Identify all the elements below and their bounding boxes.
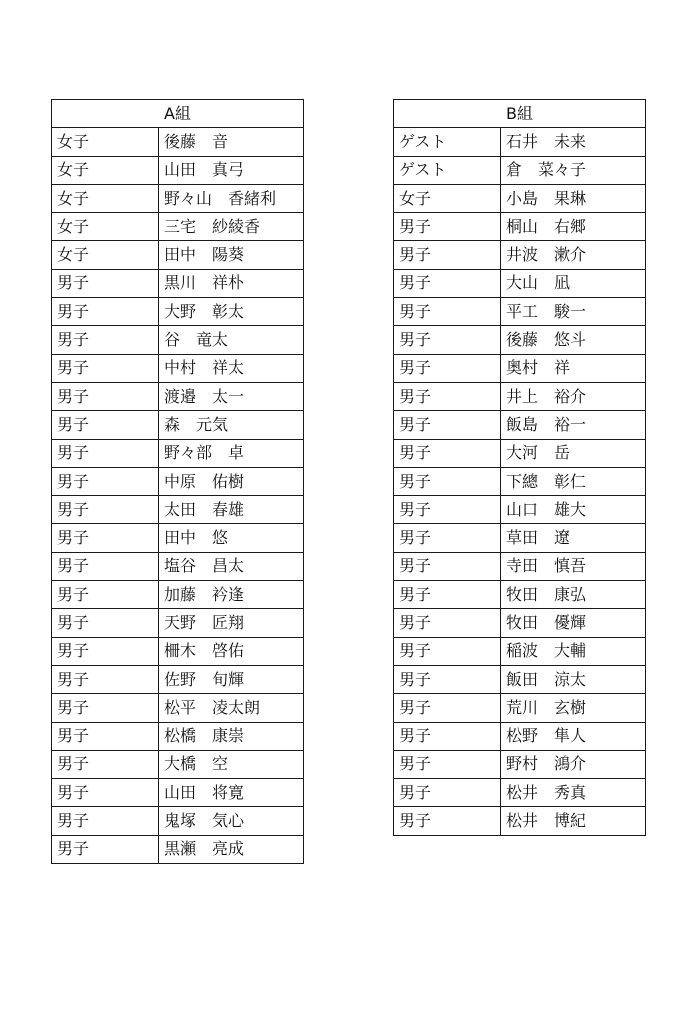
table-row: [52, 524, 304, 552]
name-cell: 井上 裕介: [501, 382, 646, 410]
name-cell: 野々山 香緒利: [159, 184, 304, 212]
name-cell: 松井 秀真: [501, 779, 646, 807]
category-cell: 男子: [394, 581, 501, 609]
group-a-table: [51, 99, 304, 864]
name-cell: 平工 駿一: [501, 298, 646, 326]
table-row: [394, 439, 646, 467]
table-row: [52, 382, 304, 410]
table-row: [52, 241, 304, 269]
name-cell: 松橋 康崇: [159, 722, 304, 750]
category-cell: 男子: [52, 750, 159, 778]
category-cell: ゲスト: [394, 156, 501, 184]
category-cell: 男子: [52, 382, 159, 410]
name-cell: 飯島 裕一: [501, 411, 646, 439]
category-cell: 男子: [52, 807, 159, 835]
name-cell: 桐山 右郷: [501, 213, 646, 241]
category-cell: 男子: [394, 779, 501, 807]
category-cell: 男子: [394, 496, 501, 524]
table-row: [394, 382, 646, 410]
category-cell: 男子: [52, 637, 159, 665]
table-row: [394, 411, 646, 439]
name-cell: 谷 竜太: [159, 326, 304, 354]
name-cell: 倉 菜々子: [501, 156, 646, 184]
name-cell: 奥村 祥: [501, 354, 646, 382]
category-cell: 男子: [394, 326, 501, 354]
table-row: [394, 694, 646, 722]
category-cell: 女子: [52, 184, 159, 212]
category-cell: 女子: [52, 213, 159, 241]
category-cell: 女子: [394, 184, 501, 212]
category-cell: 男子: [52, 581, 159, 609]
name-cell: 牧田 康弘: [501, 581, 646, 609]
category-cell: 男子: [394, 213, 501, 241]
category-cell: 男子: [52, 552, 159, 580]
name-cell: 飯田 涼太: [501, 665, 646, 693]
name-cell: 中村 祥太: [159, 354, 304, 382]
table-row: [52, 609, 304, 637]
table-row: [52, 411, 304, 439]
name-cell: 野村 鴻介: [501, 750, 646, 778]
group-b-table: [393, 99, 646, 836]
category-cell: 男子: [394, 552, 501, 580]
category-cell: 男子: [394, 665, 501, 693]
category-cell: 男子: [52, 835, 159, 863]
category-cell: 男子: [394, 609, 501, 637]
name-cell: 野々部 卓: [159, 439, 304, 467]
table-row: [394, 128, 646, 156]
table-row: [52, 779, 304, 807]
name-cell: 小島 果琳: [501, 184, 646, 212]
name-cell: 松野 隼人: [501, 722, 646, 750]
category-cell: 男子: [394, 298, 501, 326]
table-row: [394, 750, 646, 778]
name-cell: 大橋 空: [159, 750, 304, 778]
table-row: [52, 213, 304, 241]
name-cell: 加藤 衿逢: [159, 581, 304, 609]
name-cell: 柵木 啓佑: [159, 637, 304, 665]
table-row: [52, 581, 304, 609]
table-row: [394, 552, 646, 580]
category-cell: 男子: [394, 467, 501, 495]
table-row: [52, 354, 304, 382]
table-header-row: [394, 100, 646, 128]
category-cell: 女子: [52, 128, 159, 156]
category-cell: 男子: [394, 694, 501, 722]
category-cell: 男子: [394, 524, 501, 552]
category-cell: 女子: [52, 156, 159, 184]
name-cell: 大野 彰太: [159, 298, 304, 326]
category-cell: 男子: [52, 467, 159, 495]
name-cell: 寺田 慎吾: [501, 552, 646, 580]
table-row: [394, 609, 646, 637]
name-cell: 鬼塚 気心: [159, 807, 304, 835]
table-row: [52, 722, 304, 750]
name-cell: 大河 岳: [501, 439, 646, 467]
table-row: [394, 354, 646, 382]
table-row: [394, 467, 646, 495]
name-cell: 荒川 玄樹: [501, 694, 646, 722]
category-cell: 男子: [52, 269, 159, 297]
name-cell: 稲波 大輔: [501, 637, 646, 665]
category-cell: 男子: [394, 269, 501, 297]
name-cell: 石井 未来: [501, 128, 646, 156]
name-cell: 天野 匠翔: [159, 609, 304, 637]
table-row: [52, 184, 304, 212]
category-cell: 女子: [52, 241, 159, 269]
table-row: [52, 298, 304, 326]
category-cell: 男子: [394, 382, 501, 410]
category-cell: 男子: [394, 807, 501, 835]
group-b-title: B組: [394, 100, 646, 128]
name-cell: 後藤 悠斗: [501, 326, 646, 354]
category-cell: 男子: [52, 665, 159, 693]
category-cell: 男子: [52, 439, 159, 467]
category-cell: 男子: [394, 354, 501, 382]
table-row: [52, 326, 304, 354]
name-cell: 大山 凪: [501, 269, 646, 297]
name-cell: 田中 悠: [159, 524, 304, 552]
name-cell: 後藤 音: [159, 128, 304, 156]
category-cell: 男子: [52, 298, 159, 326]
table-row: [52, 269, 304, 297]
name-cell: 井波 漱介: [501, 241, 646, 269]
category-cell: 男子: [394, 439, 501, 467]
name-cell: 下總 彰仁: [501, 467, 646, 495]
table-row: [52, 467, 304, 495]
table-row: [394, 496, 646, 524]
table-row: [52, 552, 304, 580]
table-row: [394, 298, 646, 326]
table-row: [52, 807, 304, 835]
table-row: [394, 241, 646, 269]
category-cell: 男子: [52, 779, 159, 807]
table-row: [394, 665, 646, 693]
category-cell: ゲスト: [394, 128, 501, 156]
name-cell: 塩谷 昌太: [159, 552, 304, 580]
category-cell: 男子: [52, 694, 159, 722]
table-row: [394, 637, 646, 665]
name-cell: 松井 博紀: [501, 807, 646, 835]
table-row: [394, 184, 646, 212]
category-cell: 男子: [394, 411, 501, 439]
category-cell: 男子: [52, 496, 159, 524]
table-row: [394, 807, 646, 835]
name-cell: 森 元気: [159, 411, 304, 439]
name-cell: 佐野 旬輝: [159, 665, 304, 693]
category-cell: 男子: [52, 411, 159, 439]
category-cell: 男子: [394, 637, 501, 665]
category-cell: 男子: [52, 609, 159, 637]
category-cell: 男子: [394, 241, 501, 269]
table-row: [394, 326, 646, 354]
table-row: [52, 835, 304, 863]
group-a-title: A組: [52, 100, 304, 128]
table-header-row: [52, 100, 304, 128]
table-row: [394, 779, 646, 807]
category-cell: 男子: [394, 722, 501, 750]
table-row: [394, 581, 646, 609]
category-cell: 男子: [52, 354, 159, 382]
category-cell: 男子: [52, 524, 159, 552]
table-row: [394, 722, 646, 750]
table-row: [52, 750, 304, 778]
category-cell: 男子: [52, 326, 159, 354]
table-row: [394, 269, 646, 297]
table-row: [52, 496, 304, 524]
name-cell: 山田 真弓: [159, 156, 304, 184]
name-cell: 田中 陽葵: [159, 241, 304, 269]
name-cell: 渡邉 太一: [159, 382, 304, 410]
table-row: [394, 524, 646, 552]
name-cell: 松平 凌太朗: [159, 694, 304, 722]
category-cell: 男子: [394, 750, 501, 778]
name-cell: 中原 佑樹: [159, 467, 304, 495]
table-row: [52, 665, 304, 693]
name-cell: 黒川 祥朴: [159, 269, 304, 297]
name-cell: 太田 春雄: [159, 496, 304, 524]
name-cell: 草田 遼: [501, 524, 646, 552]
table-row: [52, 156, 304, 184]
name-cell: 三宅 紗綾香: [159, 213, 304, 241]
category-cell: 男子: [52, 722, 159, 750]
table-row: [52, 637, 304, 665]
table-row: [394, 213, 646, 241]
name-cell: 山口 雄大: [501, 496, 646, 524]
name-cell: 黒瀬 亮成: [159, 835, 304, 863]
table-row: [52, 694, 304, 722]
name-cell: 牧田 優輝: [501, 609, 646, 637]
table-row: [394, 156, 646, 184]
name-cell: 山田 将寛: [159, 779, 304, 807]
table-row: [52, 128, 304, 156]
table-row: [52, 439, 304, 467]
